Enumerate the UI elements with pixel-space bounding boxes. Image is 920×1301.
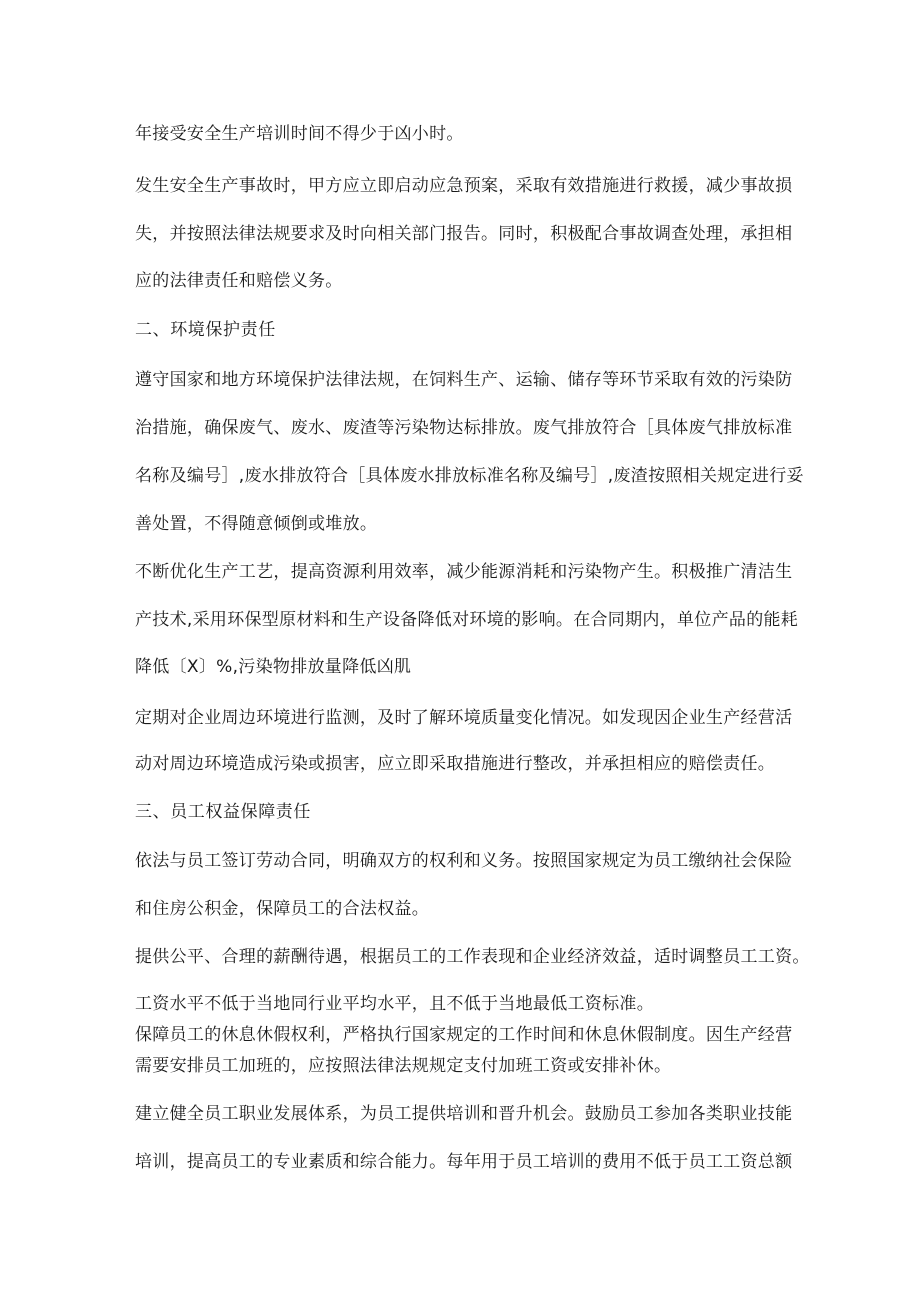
text-line: 提供公平、合理的薪酬待遇，根据员工的工作表现和企业经济效益，适时调整员工工资。: [135, 947, 810, 967]
text-line: 培训，提高员工的专业素质和综合能力。每年用于员工培训的费用不低于员工工资总额: [135, 1152, 793, 1172]
text-line: 年接受安全生产培训时间不得少于凶小时。: [135, 124, 464, 144]
text-line: 应的法律责任和赔偿义务。: [135, 271, 343, 291]
text-line: 需要安排员工加班的，应按照法律法规规定支付加班工资或安排补休。: [135, 1056, 672, 1076]
text-line: 不断优化生产工艺，提高资源利用效率，减少能源消耗和污染物产生。积极推广清洁生: [135, 562, 793, 582]
text-line: 动对周边环境造成污染或损害，应立即采取措施进行整改，并承担相应的赔偿责任。: [135, 754, 776, 774]
text-line: 和住房公积金，保障员工的合法权益。: [135, 899, 430, 919]
text-line: 降低〔X〕%,污染物排放量降低凶肌: [135, 657, 412, 677]
text-line: 遵守国家和地方环境保护法律法规，在饲料生产、运输、储存等环节采取有效的污染防: [135, 370, 793, 390]
text-line: 治措施，确保废气、废水、废渣等污染物达标排放。废气排放符合［具体废气排放标准: [135, 418, 793, 438]
section-heading-employee-rights: 三、员工权益保障责任: [135, 802, 311, 822]
text-line: 建立健全员工职业发展体系，为员工提供培训和晋升机会。鼓励员工参加各类职业技能: [135, 1104, 793, 1124]
text-line: 工资水平不低于当地同行业平均水平，且不低于当地最低工资标准。: [135, 994, 654, 1014]
section-heading-environment: 二、环境保护责任: [135, 320, 276, 340]
text-line: 发生安全生产事故时，甲方应立即启动应急预案，采取有效措施进行救援，减少事故损: [135, 176, 793, 196]
text-line: 产技术,采用环保型原材料和生产设备降低对环境的影响。在合同期内，单位产品的能耗: [135, 610, 799, 630]
text-line: 善处置，不得随意倾倒或堆放。: [135, 514, 378, 534]
text-line: 定期对企业周边环境进行监测，及时了解环境质量变化情况。如发现因企业生产经营活: [135, 708, 793, 728]
text-line: 失，并按照法律法规要求及时向相关部门报告。同时，积极配合事故调查处理，承担相: [135, 224, 793, 244]
text-line: 依法与员工签订劳动合同，明确双方的权利和义务。按照国家规定为员工缴纳社会保险: [135, 851, 793, 871]
text-line: 保障员工的休息休假权利，严格执行国家规定的工作时间和休息休假制度。因生产经营: [135, 1025, 793, 1045]
text-line: 名称及编号］,废水排放符合［具体废水排放标准名称及编号］,废渣按照相关规定进行妥: [135, 466, 804, 486]
